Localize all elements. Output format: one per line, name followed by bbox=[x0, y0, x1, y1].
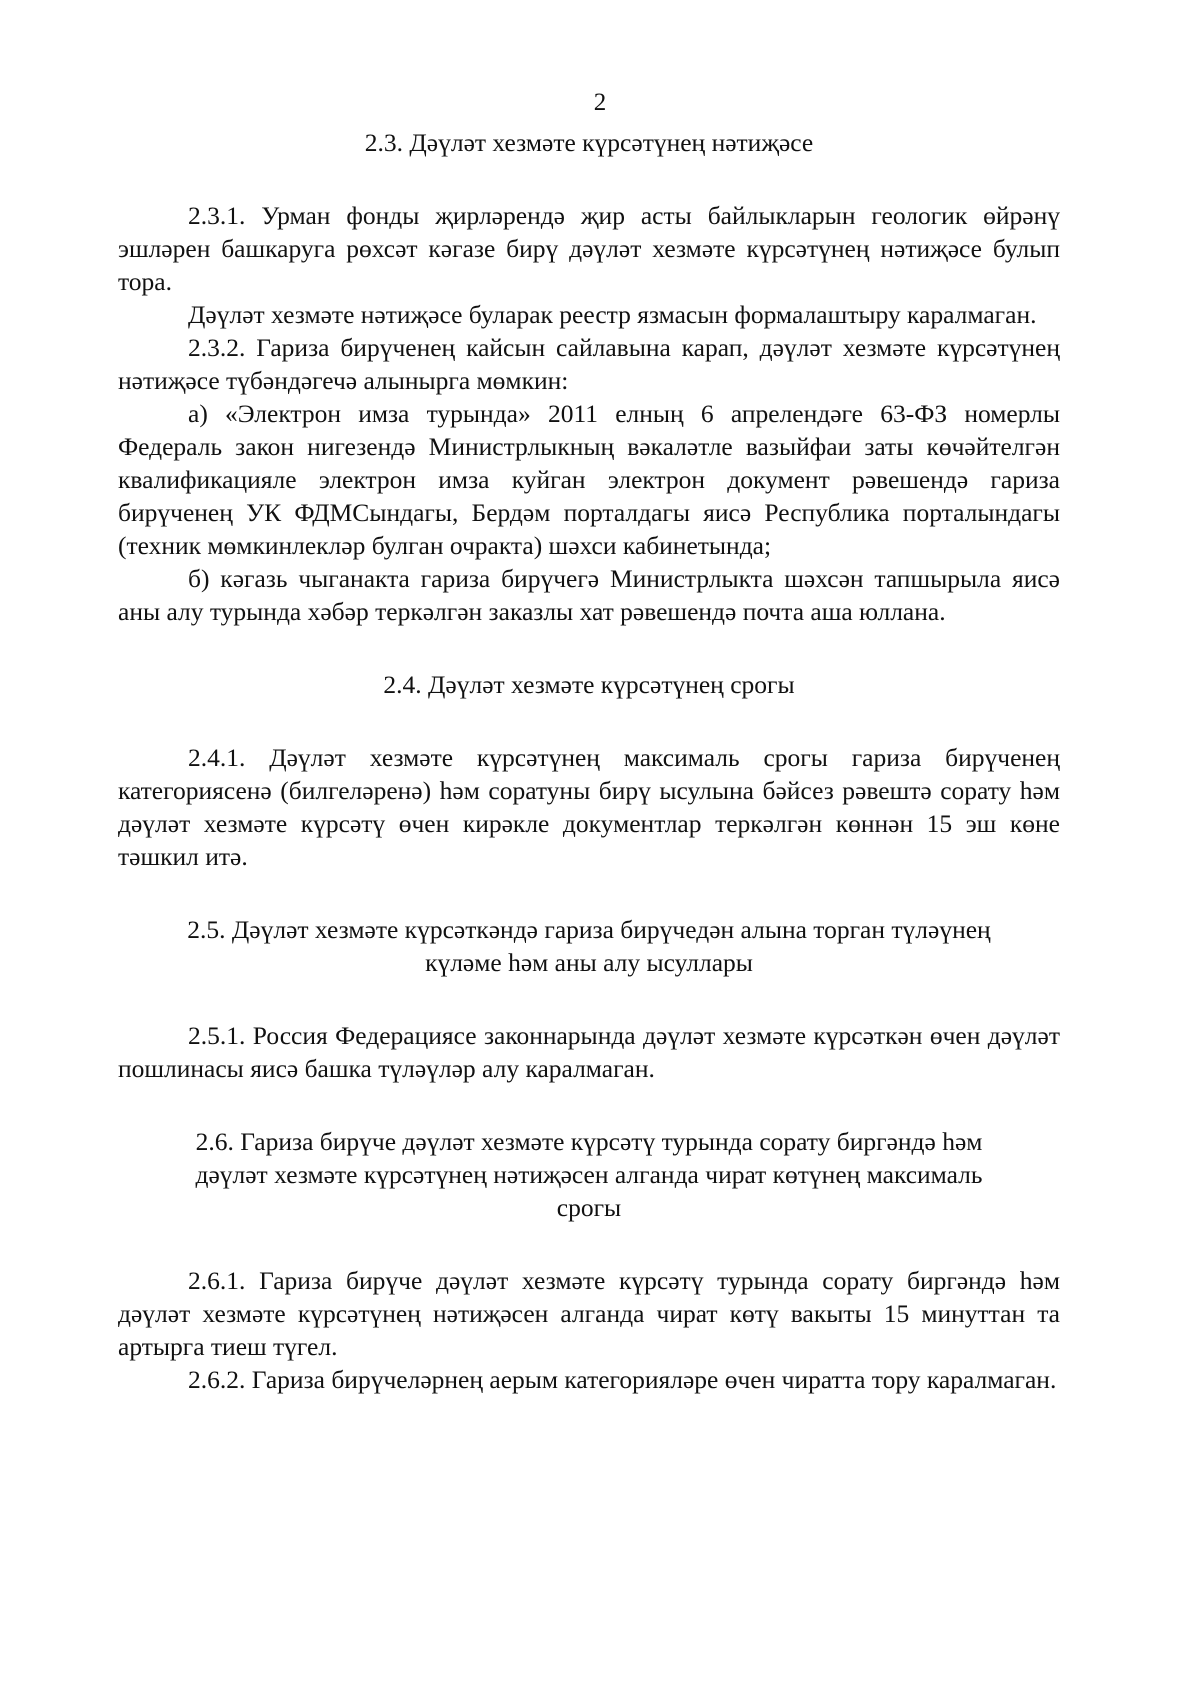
section-heading-2-6-line-3: срогы bbox=[556, 1193, 622, 1222]
paragraph-2-3-2-b: б) кәгазь чыганакта гариза бирүчегә Министрлыкта шәхсән тапшырыла яисә аны алу турында хәбәр теркәлгән заказлы хат рәвешендә почта аша юллана. bbox=[118, 564, 1060, 626]
spacer bbox=[118, 701, 1060, 741]
spacer bbox=[118, 1224, 1060, 1264]
section-heading-2-3: 2.3. Дәүләт хезмәте күрсәтүнең нәтиҗәсе bbox=[364, 128, 814, 157]
section-heading-2-5-line-2: күләме һәм аны алу ысуллары bbox=[425, 948, 753, 977]
paragraph-2-3-2: 2.3.2. Гариза бирүченең кайсын сайлавына карап, дәүләт хезмәте күрсәтүнең нәтиҗәсе түбәндәгечә алынырга мөмкин: bbox=[118, 333, 1060, 395]
paragraph-2-3-1-note: Дәүләт хезмәте нәтиҗәсе буларак реестр язмасын формалаштыру каралмаган. bbox=[188, 300, 1037, 329]
section-heading-2-4: 2.4. Дәүләт хезмәте күрсәтүнең срогы bbox=[383, 670, 795, 699]
paragraph-2-5-1: 2.5.1. Россия Федерациясе законнарында дәүләт хезмәте күрсәткән өчен дәүләт пошлинасы яисә башка түләүләр алу каралмаган. bbox=[118, 1021, 1060, 1083]
spacer bbox=[118, 1085, 1060, 1125]
section-heading-2-6 bbox=[118, 1125, 1060, 1224]
section-heading-2-5 bbox=[118, 913, 1060, 979]
paragraph-2-6-1: 2.6.1. Гариза бирүче дәүләт хезмәте күрсәтү турында сорату биргәндә һәм дәүләт хезмәте күрсәтүнең нәтиҗәсен алганда чират көтү вакыты 15 минуттан та артырга тиеш түгел. bbox=[118, 1266, 1060, 1361]
document-body bbox=[118, 126, 1060, 1396]
paragraph-2-3-1: 2.3.1. Урман фонды җирләрендә җир асты байлыкларын геологик өйрәнү эшләрен башкаруга рөхсәт кәгазе бирү дәүләт хезмәте күрсәтүнең нәтиҗәсе булып тора. bbox=[118, 201, 1060, 296]
section-heading-2-6-line-1: 2.6. Гариза бирүче дәүләт хезмәте күрсәтү турында сорату биргәндә һәм bbox=[195, 1127, 983, 1156]
section-heading-2-6-line-2: дәүләт хезмәте күрсәтүнең нәтиҗәсен алганда чират көтүнең максималь bbox=[195, 1160, 983, 1189]
spacer bbox=[118, 979, 1060, 1019]
spacer bbox=[118, 628, 1060, 668]
paragraph-2-4-1: 2.4.1. Дәүләт хезмәте күрсәтүнең максималь срогы гариза бирүченең категориясенә (билгеләренә) һәм соратуны бирү ысулына бәйсез рәвештә сорату һәм дәүләт хезмәте күрсәтү өчен кирәкле документлар теркәлгән көннән 15 эш көне тәшкил итә. bbox=[118, 743, 1060, 871]
spacer bbox=[118, 873, 1060, 913]
paragraph-2-3-2-a: а) «Электрон имза турында» 2011 елның 6 апрелендәге 63-ФЗ номерлы Федераль закон нигезендә Министрлыкның вәкаләтле вазыйфаи заты көчәйтелгән квалификацияле электрон имза куйган электрон документ рәвешендә гариза бирүченең УК ФДМСындагы, Бердәм порталдагы яисә Республика порталындагы (техник мөмкинлекләр булган очракта) шәхси кабинетында; bbox=[118, 399, 1060, 560]
spacer bbox=[118, 159, 1060, 199]
section-heading-2-5-line-1: 2.5. Дәүләт хезмәте күрсәткәндә гариза бирүчедән алына торган түләүнең bbox=[187, 915, 991, 944]
page-number: 2 bbox=[593, 89, 607, 116]
paragraph-2-6-2: 2.6.2. Гариза бирүчеләрнең аерым категорияләре өчен чиратта тору каралмаган. bbox=[188, 1365, 1057, 1394]
